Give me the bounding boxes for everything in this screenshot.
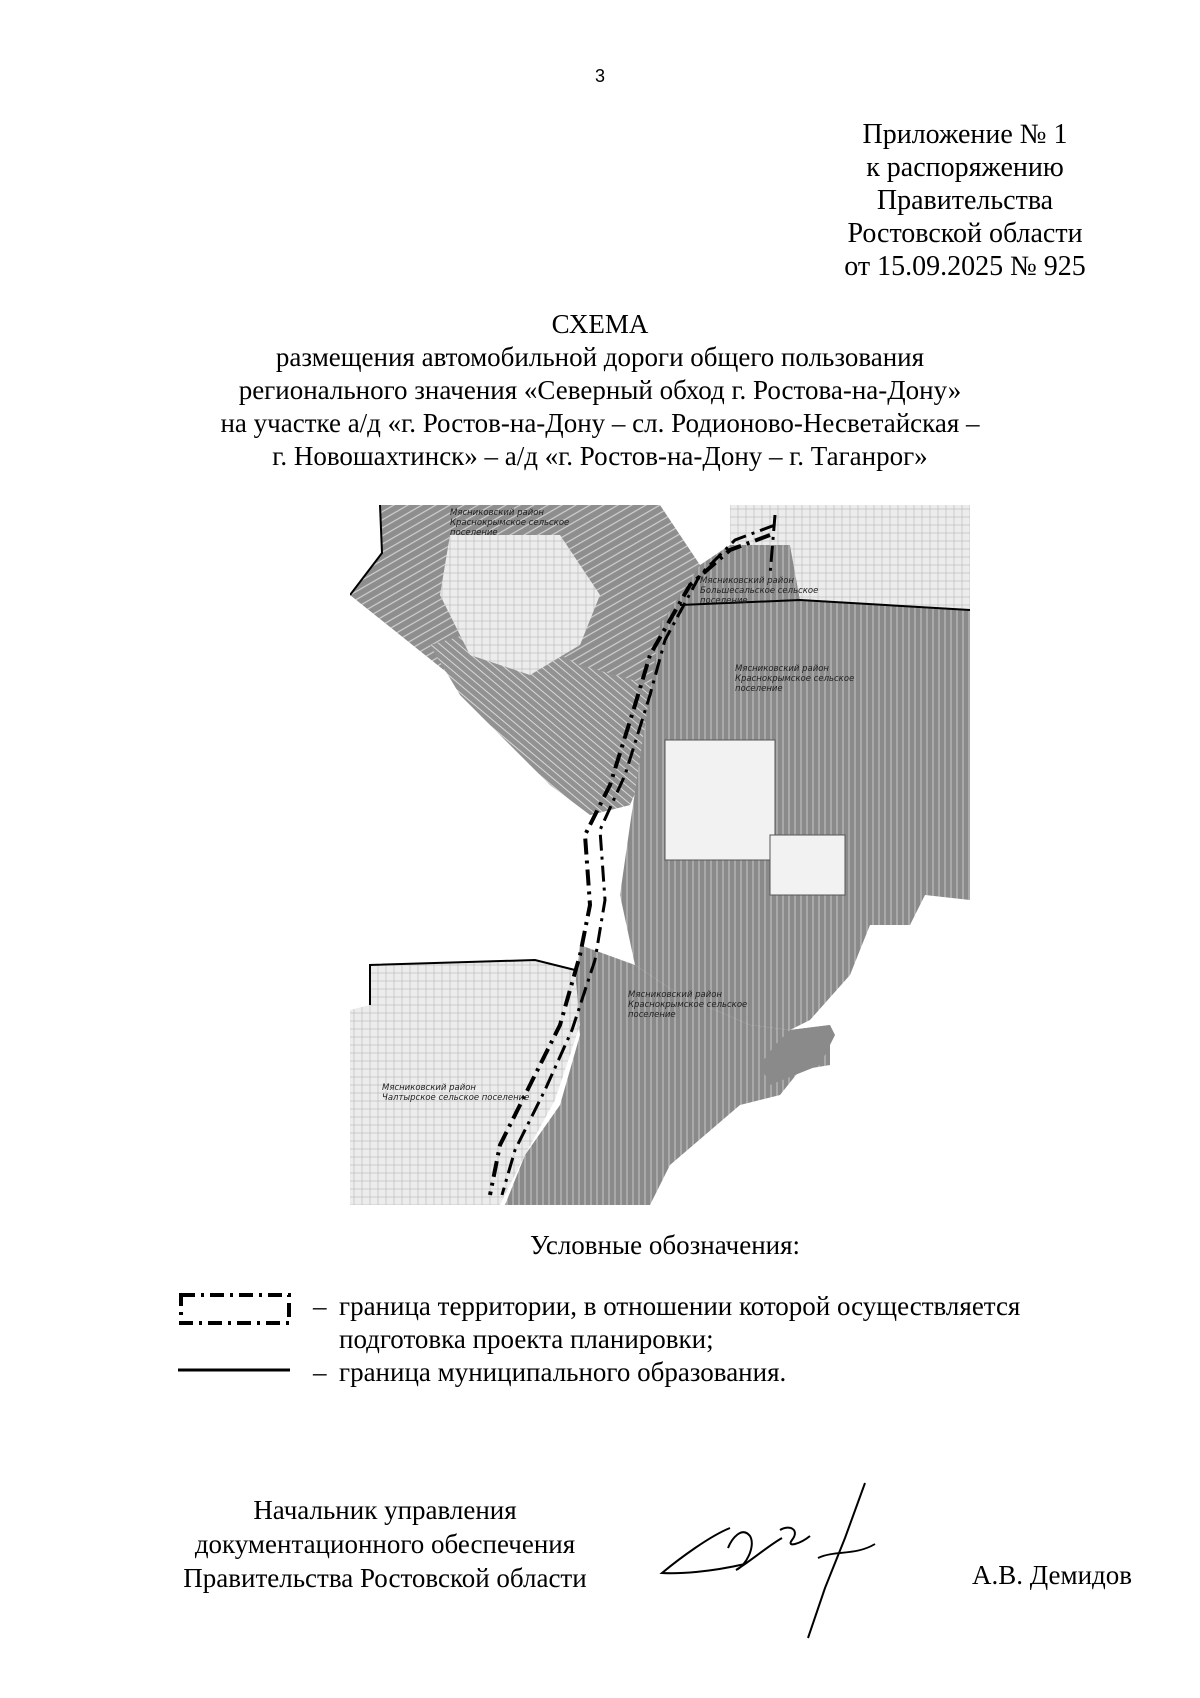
- signatory-position-line: Правительства Ростовской области: [183, 1563, 587, 1593]
- map-clearing: [665, 740, 775, 860]
- map-label: поселение: [735, 684, 783, 694]
- signatory-position: [160, 1493, 610, 1595]
- solid-line-icon: [178, 1358, 293, 1388]
- map-label: Краснокрымское сельское: [450, 518, 570, 528]
- map-label: Мясниковский район: [450, 508, 544, 518]
- map-clearing: [770, 835, 845, 895]
- legend-line: граница территории, в отношении которой осуществляется: [339, 1291, 1021, 1321]
- signatory-position-line: Начальник управления: [253, 1495, 517, 1525]
- map-label: Краснокрымское сельское: [735, 674, 855, 684]
- map-label: Мясниковский район: [700, 576, 794, 586]
- map-label: Большесальское сельское: [700, 586, 819, 596]
- legend-dash: –: [313, 1291, 327, 1321]
- appendix-block: [820, 118, 1110, 283]
- appendix-line: Приложение № 1: [862, 119, 1068, 150]
- map-label: поселение: [628, 1010, 676, 1020]
- map-label: Мясниковский район: [628, 990, 722, 1000]
- legend-item: [178, 1290, 1078, 1356]
- legend-line: подготовка проекта планировки;: [339, 1324, 714, 1354]
- scheme-map: [350, 505, 970, 1205]
- signatory-name: А.В. Демидов: [972, 1560, 1133, 1590]
- map-label: Мясниковский район: [382, 1083, 476, 1093]
- appendix-line: Правительства: [876, 185, 1054, 216]
- signatory-position-line: документационного обеспечения: [194, 1529, 576, 1559]
- map-label: Краснокрымское сельское: [628, 1000, 748, 1010]
- title-heading: СХЕМА: [551, 309, 649, 339]
- map-label: поселение: [450, 528, 498, 538]
- appendix-line: Ростовской области: [847, 218, 1083, 249]
- legend-text: [313, 1356, 1073, 1389]
- title-line: регионального значения «Северный обход г. Ростова-на-Дону»: [238, 375, 962, 405]
- appendix-line: к распоряжению: [866, 152, 1064, 183]
- legend-title: Условные обозначения:: [529, 1230, 801, 1260]
- title-line: г. Новошахтинск» – а/д «г. Ростов-на-Дону – г. Таганрог»: [272, 441, 928, 471]
- legend: [178, 1290, 1078, 1396]
- title-line: размещения автомобильной дороги общего пользования: [275, 342, 925, 372]
- map-label: Чалтырское сельское поселение: [382, 1093, 530, 1103]
- map-label: Мясниковский район: [735, 664, 829, 674]
- map-label: поселение: [700, 596, 748, 606]
- document-title: [0, 308, 1200, 473]
- dash-dot-border-icon: [178, 1290, 293, 1330]
- appendix-line: от 15.09.2025 № 925: [844, 251, 1086, 282]
- handwritten-signature: [650, 1478, 930, 1658]
- legend-dash: –: [313, 1357, 327, 1387]
- legend-text: [313, 1290, 1073, 1356]
- title-line: на участке а/д «г. Ростов-на-Дону – сл. Родионово-Несветайская –: [220, 408, 980, 438]
- legend-line: граница муниципального образования.: [339, 1357, 787, 1387]
- page-number: 3: [594, 66, 605, 86]
- legend-item: [178, 1356, 1078, 1396]
